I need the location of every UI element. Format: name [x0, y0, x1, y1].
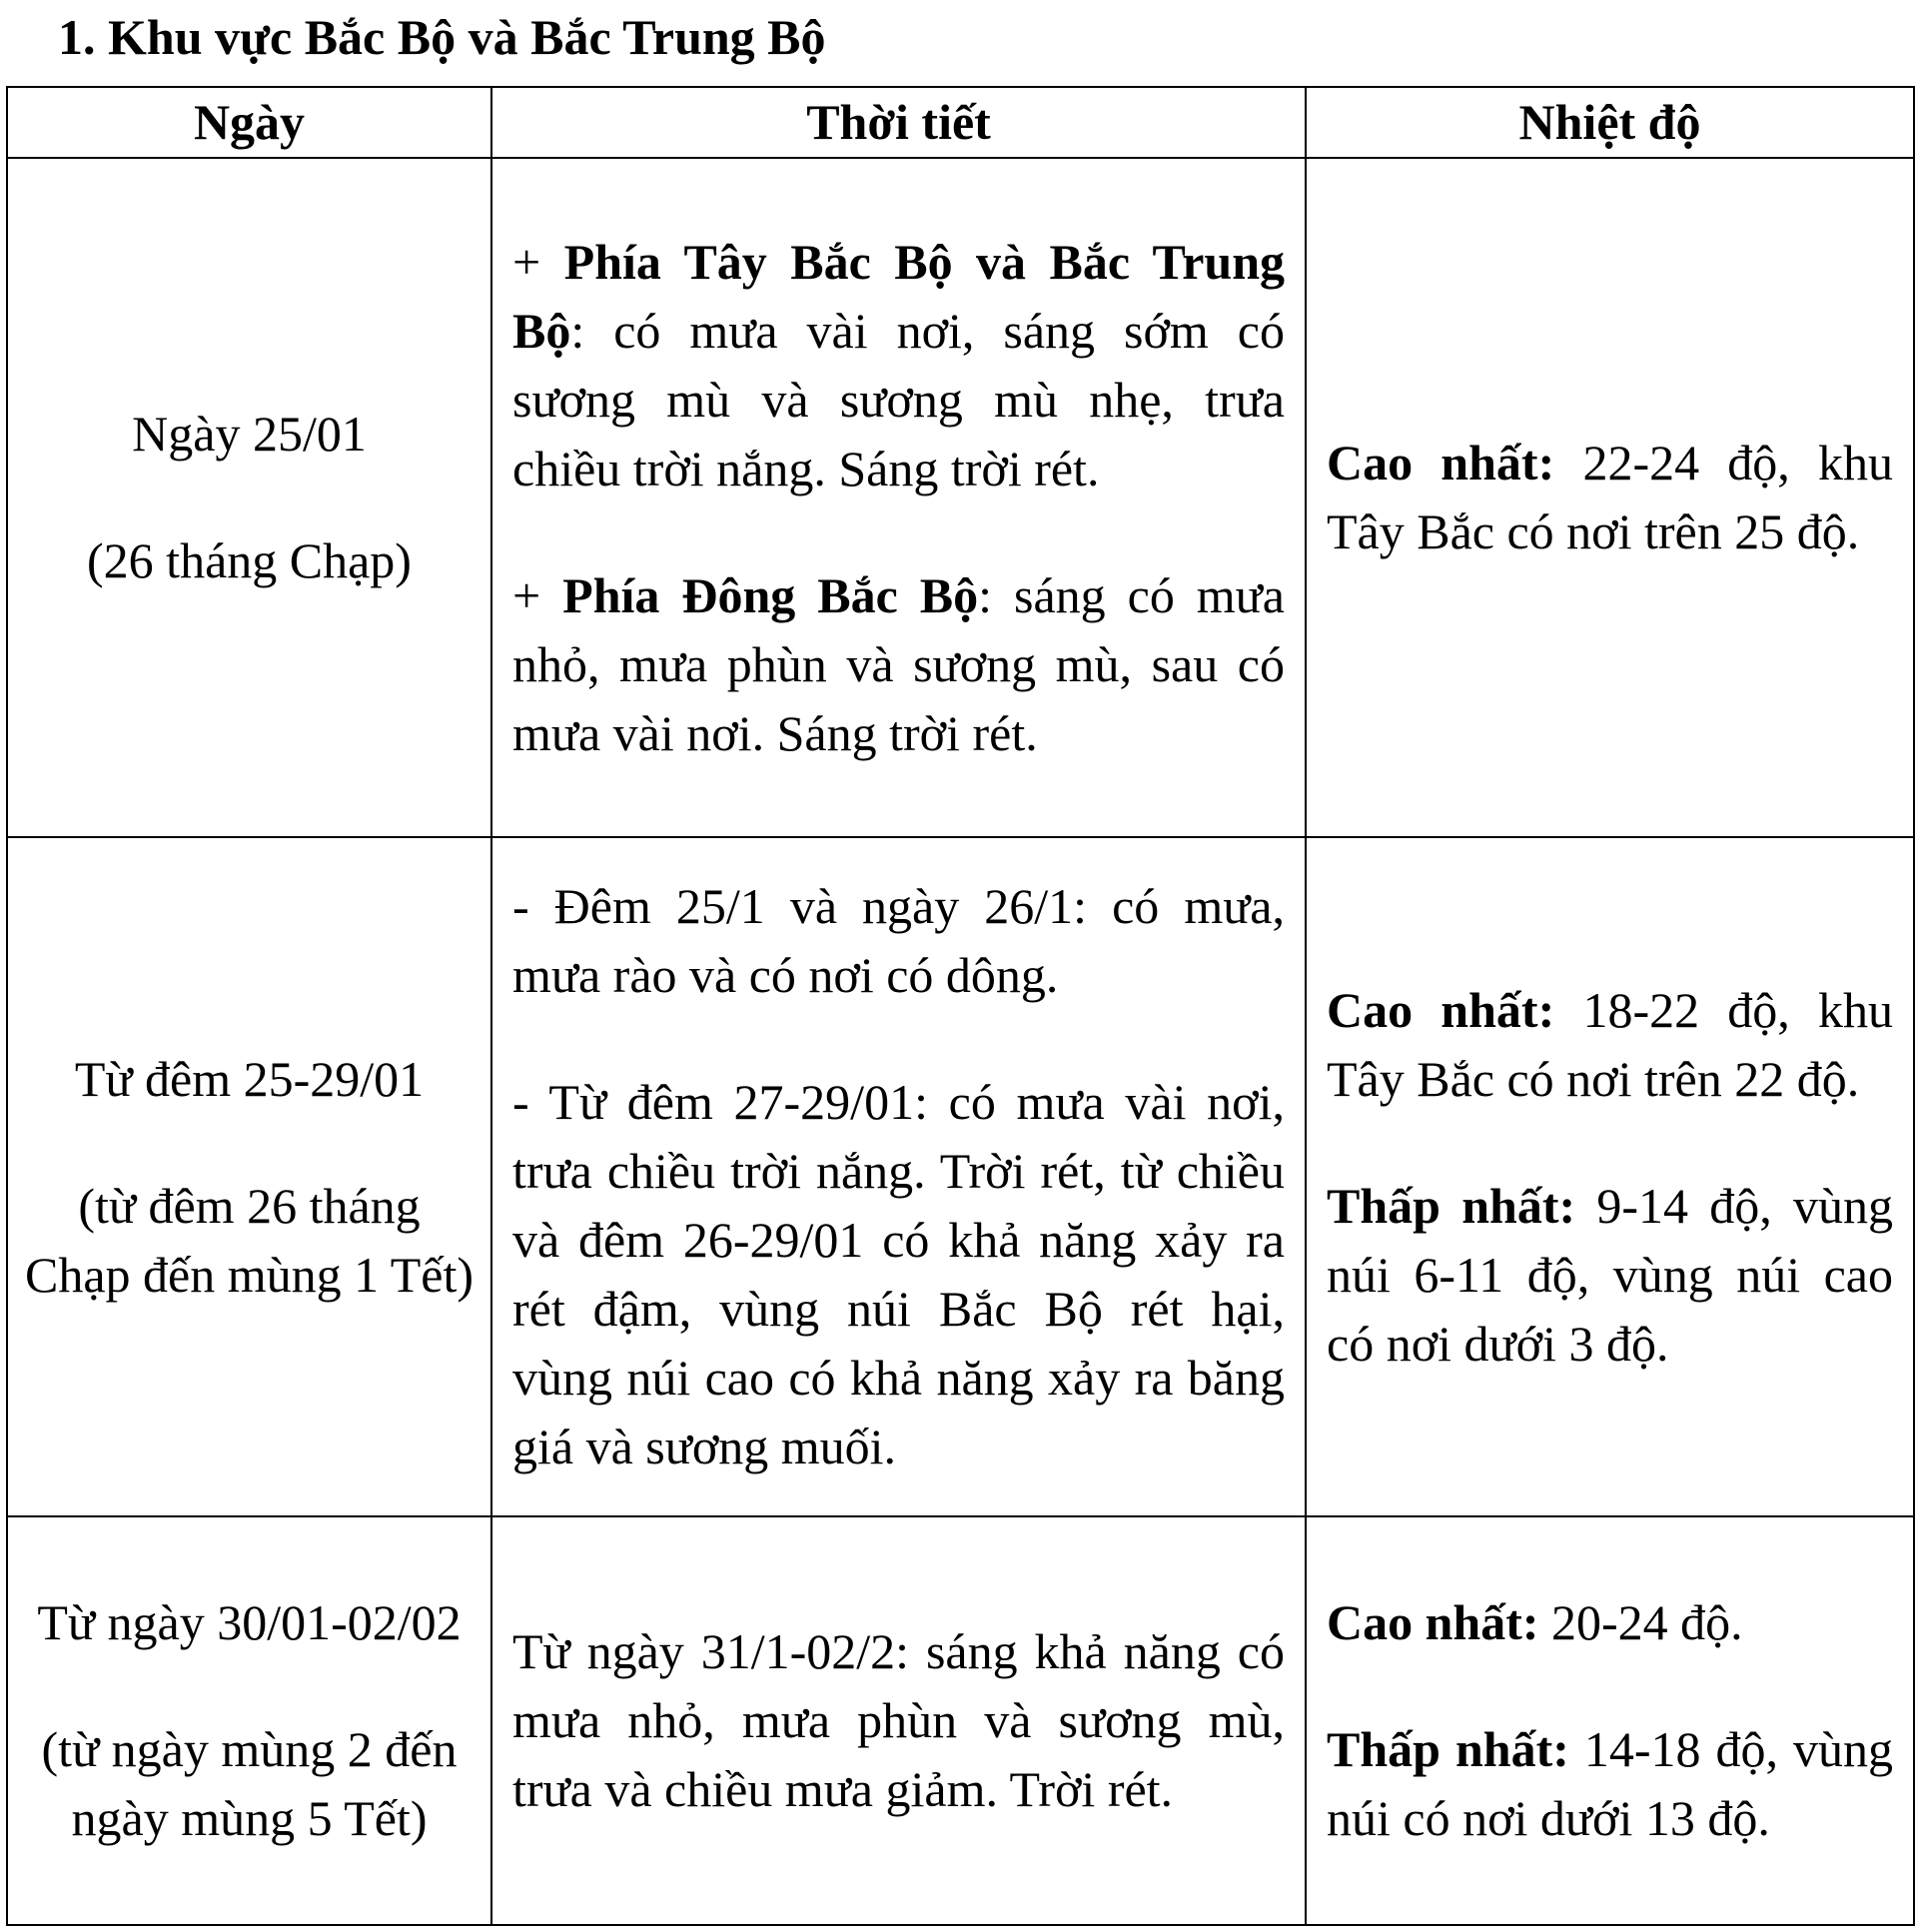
table-row	[7, 837, 1914, 1516]
lunar-date-note: (từ đêm 26 tháng Chạp đến mùng 1 Tết)	[25, 1177, 474, 1303]
temperature-label: Cao nhất:	[1327, 981, 1555, 1038]
weather-cell	[491, 158, 1306, 837]
bullet-prefix: +	[512, 566, 563, 623]
temperature-label: Thấp nhất:	[1327, 1721, 1569, 1777]
weather-cell	[491, 837, 1306, 1516]
date-range: Từ ngày 30/01-02/02	[37, 1594, 462, 1650]
column-header-weather: Thời tiết	[491, 87, 1306, 158]
column-header-date: Ngày	[7, 87, 491, 158]
weather-text: : sáng có mưa nhỏ, mưa phùn và sương mù, sau có mưa vài nơi. Sáng trời rét.	[512, 566, 1285, 761]
weather-paragraph	[512, 228, 1285, 503]
date-cell	[7, 837, 491, 1516]
date-range: Ngày 25/01	[132, 406, 367, 462]
temperature-text: 9-14 độ, vùng núi 6-11 độ, vùng núi cao có nơi dưới 3 độ.	[1327, 1177, 1893, 1372]
lunar-date-note: (từ ngày mùng 2 đến ngày mùng 5 Tết)	[41, 1721, 458, 1846]
weather-paragraph: - Đêm 25/1 và ngày 26/1: có mưa, mưa rào và có nơi có dông.	[512, 878, 1285, 1003]
temperature-text: 14-18 độ, vùng núi có nơi dưới 13 độ.	[1327, 1721, 1893, 1846]
table-header-row	[7, 87, 1914, 158]
column-header-temperature: Nhiệt độ	[1306, 87, 1914, 158]
temperature-paragraph	[1327, 976, 1893, 1114]
temperature-text: 20-24 độ.	[1538, 1594, 1743, 1650]
weather-paragraph	[512, 561, 1285, 768]
section-heading: 1. Khu vực Bắc Bộ và Bắc Trung Bộ	[58, 9, 826, 65]
weather-cell	[491, 1516, 1306, 1925]
region-name: Phía Tây Bắc Bộ và Bắc Trung Bộ	[512, 233, 1285, 359]
date-cell	[7, 158, 491, 837]
temperature-cell	[1306, 158, 1914, 837]
date-cell	[7, 1516, 491, 1925]
temperature-paragraph	[1327, 1588, 1893, 1657]
temperature-paragraph	[1327, 1715, 1893, 1853]
temperature-cell	[1306, 837, 1914, 1516]
region-name: Phía Đông Bắc Bộ	[562, 566, 979, 623]
lunar-date-note: (26 tháng Chạp)	[87, 532, 412, 588]
temperature-text: 18-22 độ, khu Tây Bắc có nơi trên 22 độ.	[1327, 981, 1893, 1107]
bullet-prefix: +	[512, 233, 564, 290]
temperature-paragraph	[1327, 429, 1893, 566]
temperature-text: 22-24 độ, khu Tây Bắc có nơi trên 25 độ.	[1327, 435, 1893, 559]
weather-forecast-table	[6, 86, 1915, 1926]
temperature-label: Cao nhất:	[1327, 1594, 1539, 1650]
temperature-cell	[1306, 1516, 1914, 1925]
temperature-label: Cao nhất:	[1327, 435, 1555, 490]
table-row	[7, 1516, 1914, 1925]
table-row	[7, 158, 1914, 837]
temperature-paragraph	[1327, 1172, 1893, 1379]
date-range: Từ đêm 25-29/01	[74, 1050, 425, 1107]
weather-paragraph: - Từ đêm 27-29/01: có mưa vài nơi, trưa chiều trời nắng. Trời rét, từ chiều và đêm 26-29/01 có khả năng xảy ra rét đậm, vùng núi Bắc Bộ rét hại, vùng núi cao có khả năng xảy ra băng giá và sương muối.	[512, 1074, 1285, 1474]
weather-paragraph: Từ ngày 31/1-02/2: sáng khả năng có mưa nhỏ, mưa phùn và sương mù, trưa và chiều mưa giảm. Trời rét.	[512, 1623, 1285, 1817]
weather-text: : có mưa vài nơi, sáng sớm có sương mù và sương mù nhẹ, trưa chiều trời nắng. Sáng trời rét.	[512, 302, 1285, 496]
temperature-label: Thấp nhất:	[1327, 1177, 1576, 1234]
